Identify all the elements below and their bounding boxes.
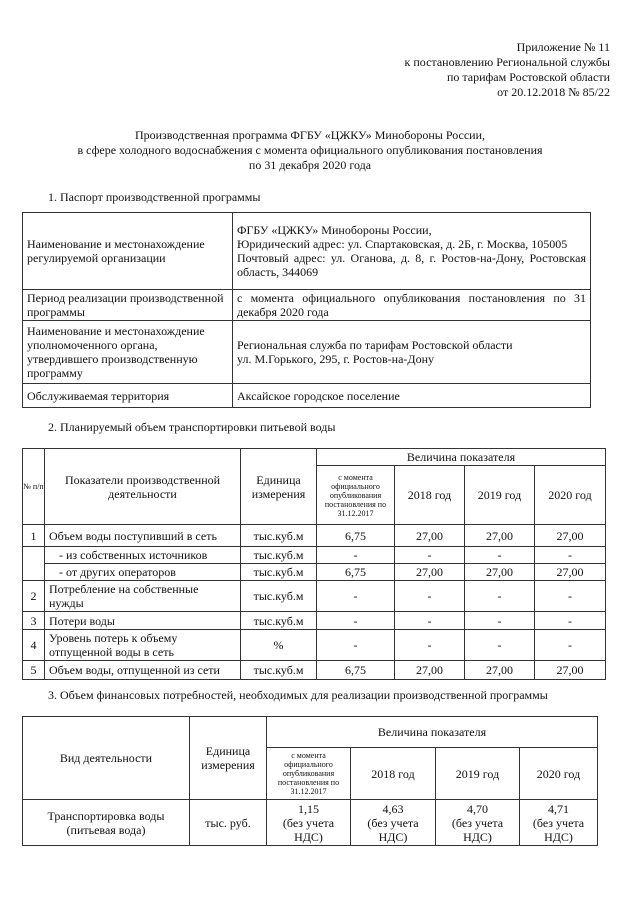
table-row (23, 213, 591, 290)
num-cell: 4 (23, 630, 45, 661)
table-row (23, 612, 606, 630)
unit-cell: тыс. руб. (190, 800, 267, 846)
finance-table (22, 716, 598, 846)
value-cell: - (535, 612, 606, 630)
value-cell: 6,75 (317, 661, 395, 680)
vat-note: (без учета НДС) (532, 815, 585, 844)
header-value: Величина показателя (267, 717, 598, 748)
unit-cell: тыс.куб.м (241, 612, 317, 630)
row-value (233, 213, 591, 290)
header-2020: 2020 год (520, 748, 598, 800)
value-cell: 27,00 (535, 661, 606, 680)
indicator-cell: Уровень потерь к объему отпущенной воды в сеть (45, 630, 241, 661)
section2-heading: 2. Планируемый объем транспортировки питьевой воды (48, 420, 336, 434)
indicator-cell: Объем воды, отпущенной из сети (45, 661, 241, 680)
indicator-cell: Объем воды поступивший в сеть (45, 525, 241, 547)
header-activity: Вид деятельности (23, 717, 190, 800)
table-row (23, 547, 606, 564)
num-cell: 1 (23, 525, 45, 547)
table-row (23, 384, 591, 408)
value-cell: - (395, 630, 465, 661)
row-value (233, 321, 591, 384)
num-cell: 3 (23, 612, 45, 630)
unit-cell: тыс.куб.м (241, 525, 317, 547)
value: 4,63 (382, 801, 404, 816)
header-2018: 2018 год (351, 748, 436, 800)
value-cell: 27,00 (395, 525, 465, 547)
header-period0: с момента официального опубликования постановления по 31.12.2017 (317, 466, 395, 525)
value-cell: - (535, 547, 606, 564)
table-row (23, 800, 598, 846)
header-2019: 2019 год (465, 466, 535, 525)
indicator-cell: Потери воды (45, 612, 241, 630)
value-cell: - (317, 547, 395, 564)
value-cell: - (395, 547, 465, 564)
document-title (0, 128, 620, 173)
indicator-cell: - из собственных источников (45, 547, 241, 564)
value-cell: 27,00 (535, 525, 606, 547)
header-period0: с момента официального опубликования постановления по 31.12.2017 (267, 748, 351, 800)
header-unit: Единица измерения (190, 717, 267, 800)
value-cell: - (465, 630, 535, 661)
value-cell: - (465, 612, 535, 630)
header-row (23, 717, 598, 748)
unit-cell: тыс.куб.м (241, 581, 317, 612)
appendix-line: по тарифам Ростовской области (446, 70, 610, 84)
table-row (23, 290, 591, 321)
value-cell: - (465, 581, 535, 612)
num-cell: 2 (23, 581, 45, 612)
title-line: по 31 декабря 2020 года (248, 158, 372, 172)
value-cell: - (317, 630, 395, 661)
header-2019: 2019 год (436, 748, 520, 800)
row-label: Период реализации производственной программы (23, 290, 233, 321)
table-row (23, 525, 606, 547)
table-row (23, 661, 606, 680)
value-cell: 6,75 (317, 525, 395, 547)
value-cell: 27,00 (465, 661, 535, 680)
row-label: Наименование и местонахождение регулируемой организации (23, 213, 233, 290)
header-unit: Единица измерения (241, 449, 317, 525)
value-line: ФГБУ «ЦЖКУ» Минобороны России, (237, 223, 432, 237)
row-value: с момента официального опубликования постановления по 31 декабря 2020 года (233, 290, 591, 321)
value-line: ул. М.Горького, 295, г. Ростов-на-Дону (237, 352, 434, 366)
value-cell (267, 800, 351, 846)
table-row (23, 581, 606, 612)
value-cell: - (395, 581, 465, 612)
table-row (23, 630, 606, 661)
unit-cell: тыс.куб.м (241, 547, 317, 564)
value-cell: 27,00 (395, 564, 465, 581)
value-cell: 27,00 (535, 564, 606, 581)
table-row (23, 564, 606, 581)
num-cell (23, 547, 45, 581)
value-cell: 27,00 (465, 564, 535, 581)
header-row (23, 449, 606, 466)
value-cell (520, 800, 598, 846)
vat-note: (без учета НДС) (282, 815, 335, 844)
value-cell (351, 800, 436, 846)
indicator-cell: Потребление на собственные нужды (45, 581, 241, 612)
header-num: № п/п (23, 449, 45, 525)
value-line: Региональная служба по тарифам Ростовской области (237, 338, 513, 352)
value: 4,70 (467, 801, 488, 816)
value-line: Юридический адрес: ул. Спартаковская, д. 2Б, г. Москва, 105005 (237, 237, 568, 251)
vat-note: (без учета НДС) (451, 815, 504, 844)
appendix-block (405, 40, 610, 100)
title-line: Производственная программа ФГБУ «ЦЖКУ» Минобороны России, (134, 128, 486, 142)
header-2018: 2018 год (395, 466, 465, 525)
activity-cell: Транспортировка воды (питьевая вода) (23, 800, 190, 846)
table-row (23, 321, 591, 384)
row-label: Обслуживаемая территория (23, 384, 233, 408)
volume-table (22, 448, 606, 680)
header-indicator: Показатели производственной деятельности (45, 449, 241, 525)
value-cell: 27,00 (465, 525, 535, 547)
value: 4,71 (548, 801, 569, 816)
value-cell: - (317, 612, 395, 630)
header-2020: 2020 год (535, 466, 606, 525)
value-cell: 6,75 (317, 564, 395, 581)
value: 1,15 (298, 801, 319, 816)
value-cell: - (465, 547, 535, 564)
vat-note: (без учета НДС) (367, 815, 419, 844)
value-line: Почтовый адрес: ул. Оганова, д. 8, г. Ростов-на-Дону, Ростовская область, 344069 (237, 251, 586, 279)
value-cell (436, 800, 520, 846)
value-cell: - (395, 612, 465, 630)
section1-heading: 1. Паспорт производственной программы (48, 190, 261, 204)
value-cell: - (535, 630, 606, 661)
indicator-cell: - от других операторов (45, 564, 241, 581)
value-cell: - (317, 581, 395, 612)
appendix-line: Приложение № 11 (516, 40, 610, 54)
num-cell: 5 (23, 661, 45, 680)
unit-cell: тыс.куб.м (241, 661, 317, 680)
value-cell: - (535, 581, 606, 612)
row-value: Аксайское городское поселение (233, 384, 591, 408)
appendix-line: от 20.12.2018 № 85/22 (497, 85, 610, 99)
section3-heading: 3. Объем финансовых потребностей, необходимых для реализации производственной программы (48, 688, 548, 702)
passport-table (22, 212, 591, 408)
unit-cell: % (241, 630, 317, 661)
value-cell: 27,00 (395, 661, 465, 680)
appendix-line: к постановлению Региональной службы (404, 55, 610, 69)
title-line: в сфере холодного водоснабжения с момента официального опубликования постановления (77, 143, 543, 157)
row-label: Наименование и местонахождение уполномоченного органа, утвердившего производственную программу (23, 321, 233, 384)
unit-cell: тыс.куб.м (241, 564, 317, 581)
header-value: Величина показателя (317, 449, 606, 466)
